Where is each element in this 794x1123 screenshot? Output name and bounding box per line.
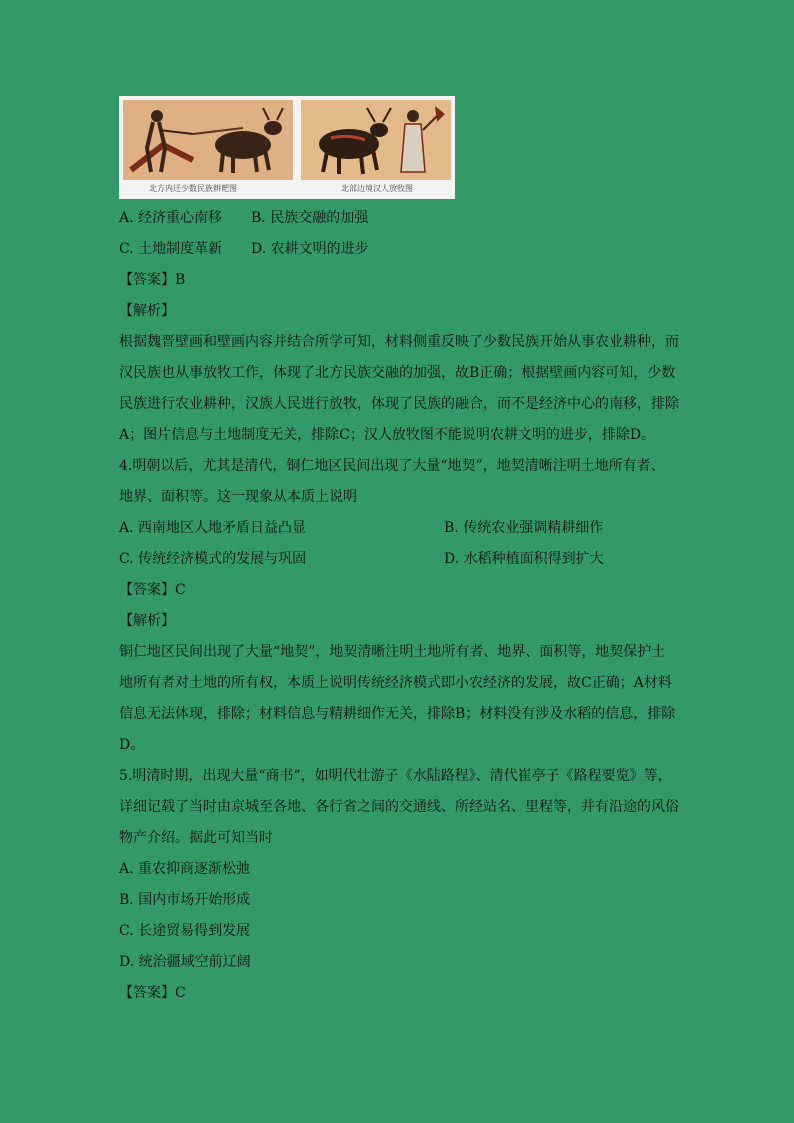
q4-analysis-line: 信息无法体现，排除；材料信息与精耕细作无关，排除B；材料没有涉及水稻的信息，排除 — [119, 706, 676, 722]
q5-stem-line: 详细记载了当时由京城至各地、各行省之间的交通线、所经站名、里程等，并有沿途的风俗 — [119, 799, 679, 815]
q5-option-b: B. 国内市场开始形成 — [119, 892, 251, 908]
q3-analysis-line: 根据魏晋壁画和壁画内容并结合所学可知，材料侧重反映了少数民族开始从事农业耕种，而 — [119, 334, 679, 350]
q5-option-c: C. 长途贸易得到发展 — [119, 923, 251, 939]
q3-option-d: D. 农耕文明的进步 — [251, 241, 369, 257]
q4-options-row-1 — [119, 513, 679, 544]
q3-analysis-line: 民族进行农业耕种，汉族人民进行放牧，体现了民族的融合，而不是经济中心的南移，排除 — [119, 396, 679, 412]
q3-analysis-title: 【解析】 — [119, 303, 175, 319]
q3-answer: 【答案】B — [119, 272, 186, 288]
plowing-mural-image — [123, 100, 293, 180]
q3-option-c: C. 土地制度革新 — [119, 241, 223, 257]
q4-option-a: A. 西南地区人地矛盾日益凸显 — [119, 520, 307, 536]
document-page — [119, 96, 679, 1009]
mural-figure — [119, 96, 455, 199]
plowing-mural-caption: 北方内迁少数民族耕耙图 — [149, 184, 237, 193]
herding-mural-image — [301, 100, 451, 180]
q5-answer: 【答案】C — [119, 985, 186, 1001]
q4-answer: 【答案】C — [119, 582, 186, 598]
q4-analysis-line: D。 — [119, 737, 145, 753]
q3-analysis-line: 汉民族也从事放牧工作，体现了北方民族交融的加强，故B正确；根据壁画内容可知，少数 — [119, 365, 676, 381]
q5-option-d: D. 统治疆域空前辽阔 — [119, 954, 251, 970]
q4-stem-line: 4.明朝以后，尤其是清代，铜仁地区民间出现了大量“地契”，地契清晰注明土地所有者、 — [119, 458, 665, 474]
q3-options-row-1 — [119, 203, 679, 234]
q4-stem-line: 地界、面积等。这一现象从本质上说明 — [119, 489, 357, 505]
q3-options-row-2 — [119, 234, 679, 265]
q5-stem-line: 物产介绍。据此可知当时 — [119, 830, 273, 846]
q4-options-row-2 — [119, 544, 679, 575]
q3-analysis-line: A；图片信息与土地制度无关，排除C；汉人放牧图不能说明农耕文明的进步，排除D。 — [119, 427, 656, 443]
q4-option-d: D. 水稻种植面积得到扩大 — [444, 551, 604, 567]
q4-analysis-line: 地所有者对土地的所有权，本质上说明传统经济模式即小农经济的发展，故C正确；A材料 — [119, 675, 672, 691]
q4-option-b: B. 传统农业强调精耕细作 — [444, 520, 604, 536]
herding-mural-caption: 北部边境汉人放牧图 — [341, 184, 413, 193]
q3-option-a: A. 经济重心南移 — [119, 210, 223, 226]
q4-analysis-title: 【解析】 — [119, 613, 175, 629]
q4-option-c: C. 传统经济模式的发展与巩固 — [119, 551, 307, 567]
q5-stem-line: 5.明清时期，出现大量“商书”，如明代壮游子《水陆路程》、清代崔亭子《路程要览》等， — [119, 768, 672, 784]
q5-option-a: A. 重农抑商逐渐松弛 — [119, 861, 251, 877]
q4-analysis-line: 铜仁地区民间出现了大量“地契”，地契清晰注明土地所有者、地界、面积等，地契保护土 — [119, 644, 666, 660]
q3-option-b: B. 民族交融的加强 — [251, 210, 369, 226]
